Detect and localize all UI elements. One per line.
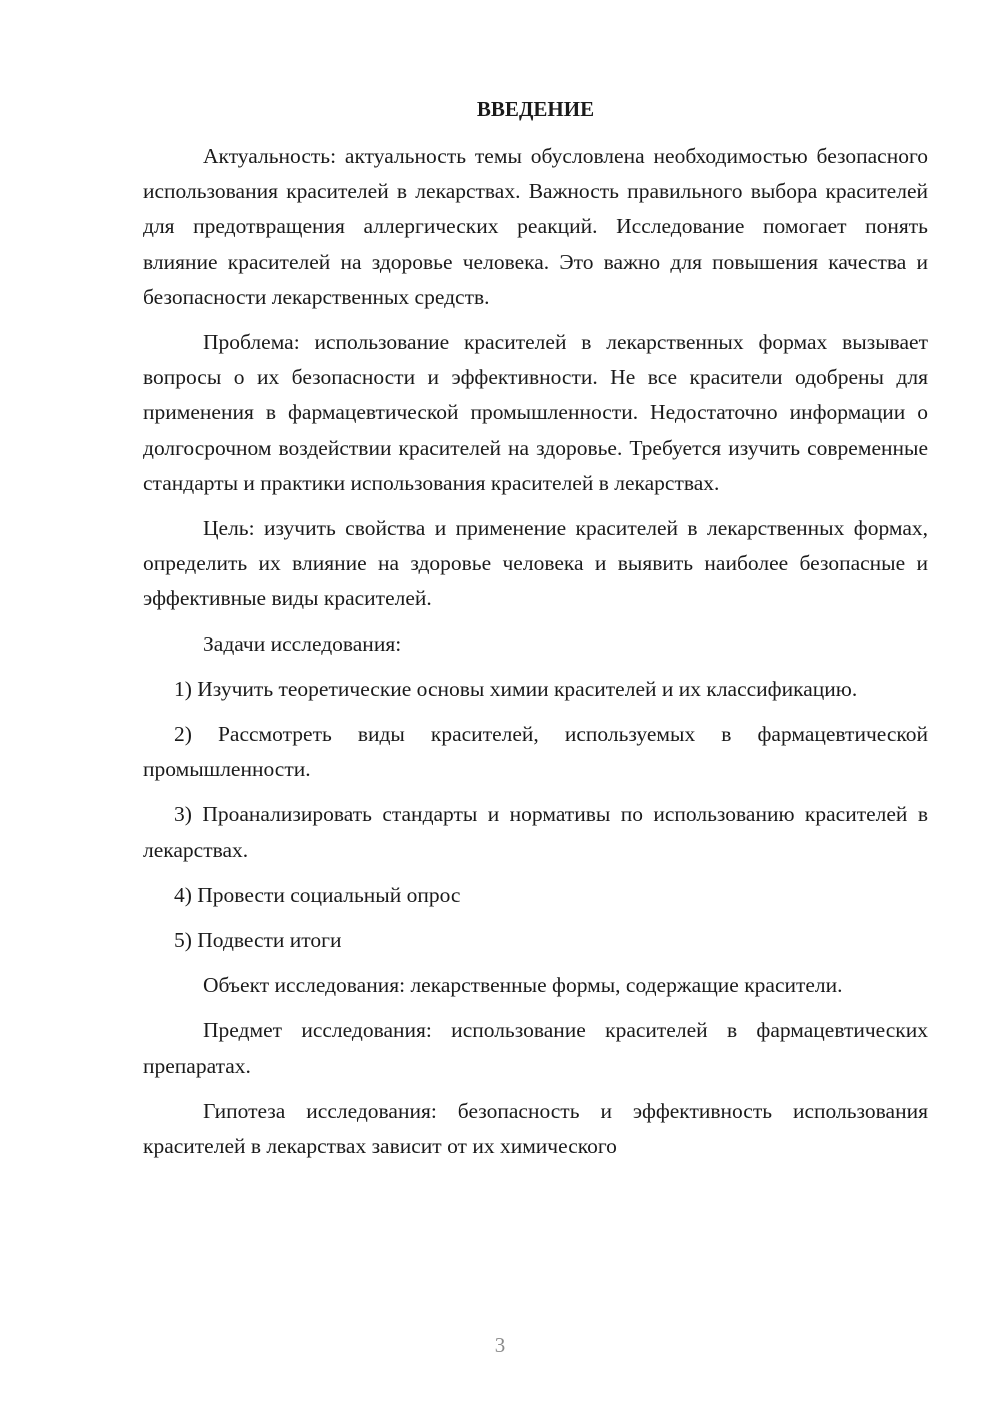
page-title: ВВЕДЕНИЕ [476, 97, 595, 121]
list-item: 4) Провести социальный опрос [174, 882, 461, 907]
problem-paragraph: Проблема: использование красителей в лекарственных формах вызывает вопросы о их безопасности и эффективности. Не все красители одобрены для применения в фармацевтической промышленности. Недостаточно информации о долгосрочном воздействии красителей на здоровье. Требуется изучить современные стандарты и практики использования красителей в лекарствах. [143, 330, 928, 495]
subject-paragraph: Предмет исследования: использование красителей в фармацевтических препаратах. [143, 1018, 928, 1078]
hypothesis-paragraph: Гипотеза исследования: безопасность и эффективность использования красителей в лекарствах зависит от их химического [143, 1098, 928, 1159]
tasks-heading: Задачи исследования: [203, 631, 402, 656]
relevance-paragraph: Актуальность: актуальность темы обусловлена необходимостью безопасного использования красителей в лекарствах. Важность правильного выбора красителей для предотвращения аллергических реакций. Исследование помогает понять влияние красителей на здоровье человека. Это важно для повышения качества и безопасности лекарственных средств. [143, 144, 928, 309]
tasks-list [143, 672, 928, 958]
object-paragraph: Объект исследования: лекарственные формы, содержащие красители. [203, 973, 843, 998]
list-item: 1) Изучить теоретические основы химии красителей и их классификацию. [174, 676, 858, 701]
list-item: 5) Подвести итоги [174, 928, 342, 953]
page-number: 3 [494, 1333, 506, 1357]
list-item: 3) Проанализировать стандарты и нормативы по использованию красителей в лекарствах. [143, 802, 928, 862]
goal-paragraph: Цель: изучить свойства и применение красителей в лекарственных формах, определить их влияние на здоровье человека и выявить наиболее безопасные и эффективные виды красителей. [143, 516, 928, 611]
document-page [143, 92, 928, 1174]
list-item: 2) Рассмотреть виды красителей, используемых в фармацевтической промышленности. [143, 722, 928, 782]
